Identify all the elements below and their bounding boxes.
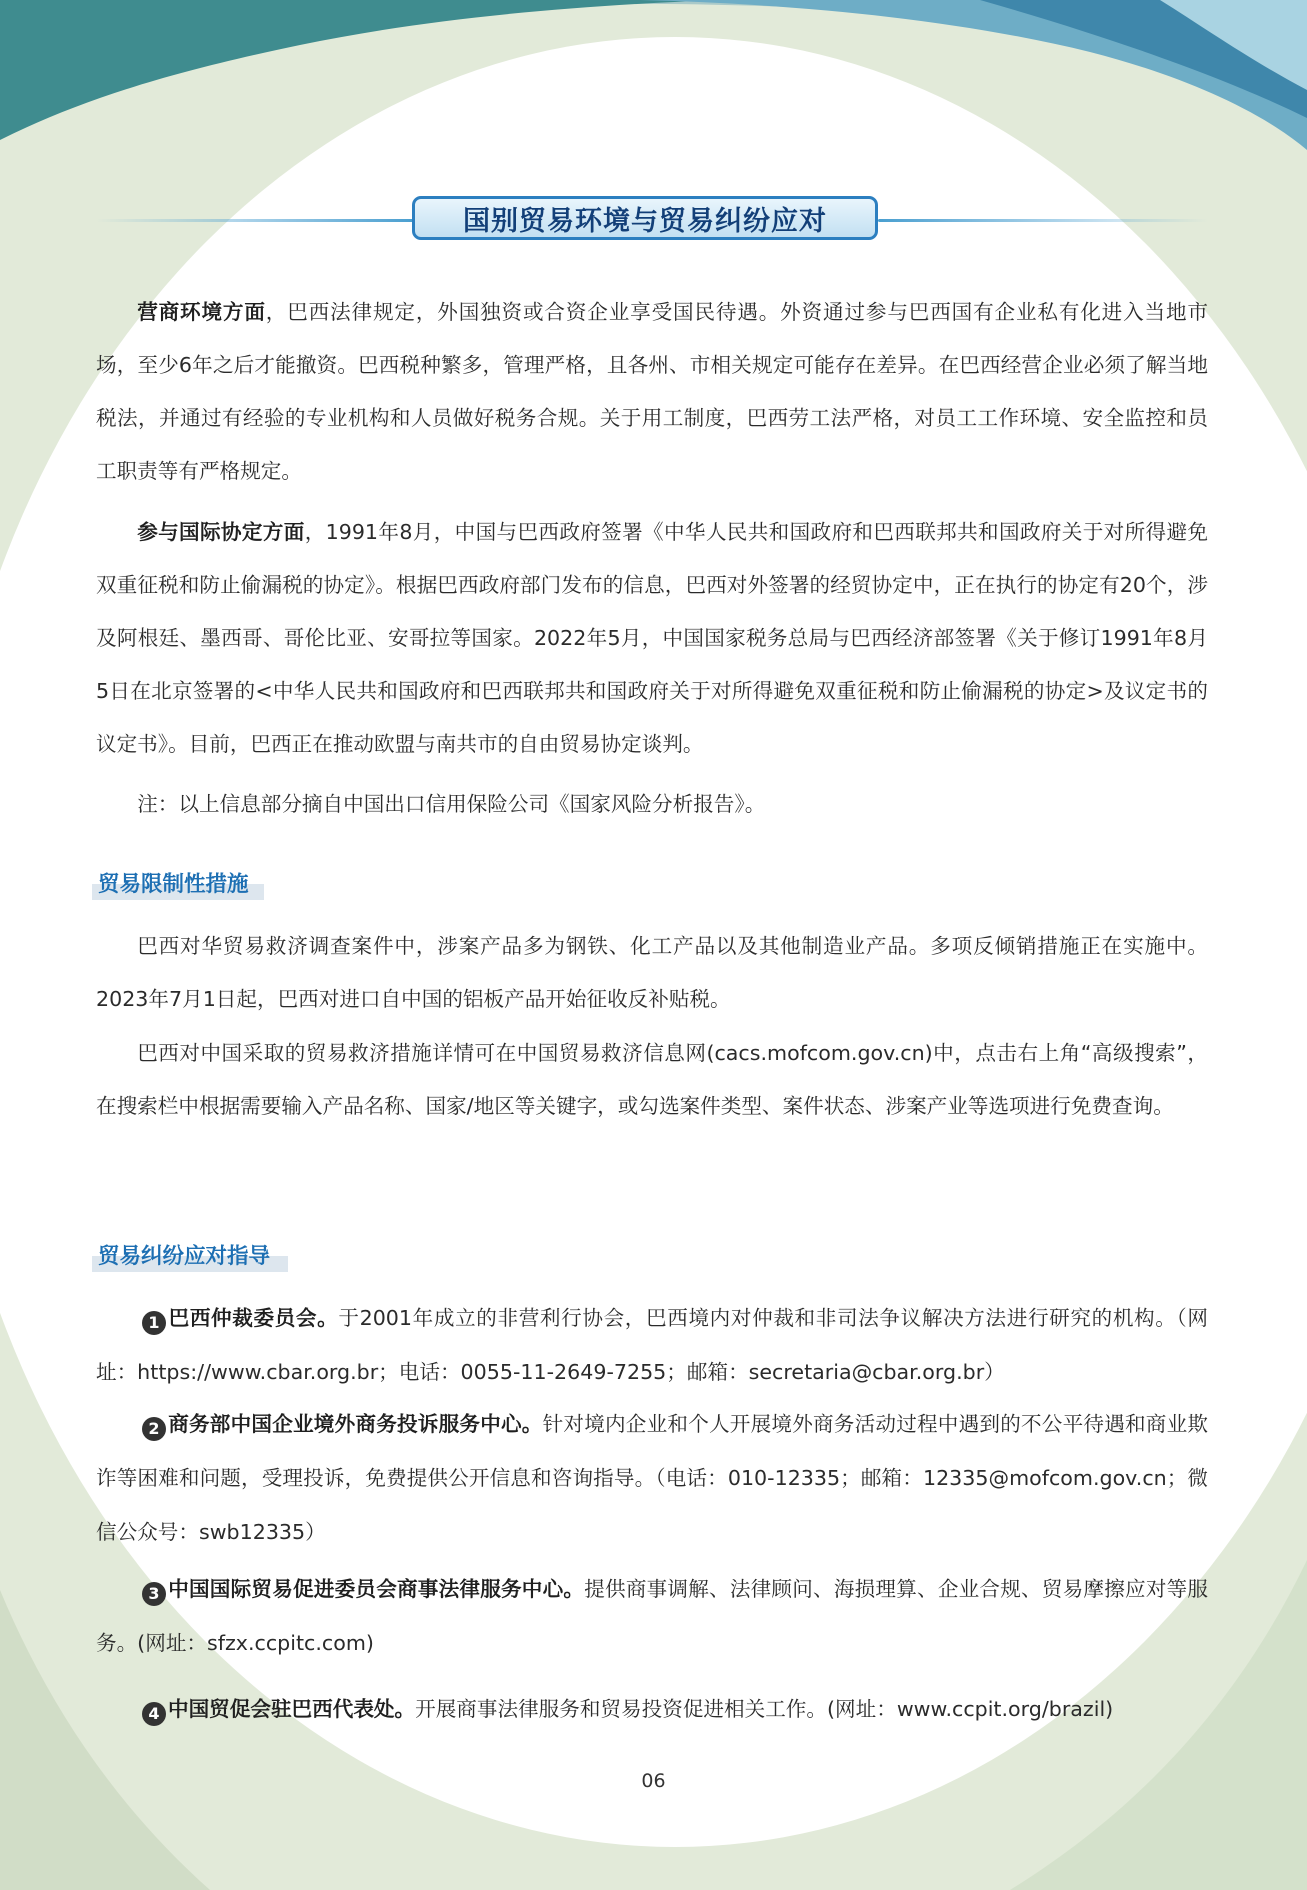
page-number: 06: [641, 1770, 666, 1792]
number-badge-icon: 2: [142, 1417, 166, 1441]
organization-description: 于2001年成立的非营利行协会，巴西境内对仲裁和非司法争议解决方法进行研究的机构。（网址：https://www.cbar.org.br；电话：0055-11-2649-7255；邮箱：secretaria@cbar.org.br）: [96, 1306, 1208, 1384]
organization-description: 开展商事法律服务和贸易投资促进相关工作。(网址：www.ccpit.org/brazil): [415, 1697, 1114, 1721]
organization-description: 针对境内企业和个人开展境外商务活动过程中遇到的不公平待遇和商业欺诈等困难和问题，受理投诉，免费提供公开信息和咨询指导。（电话：010-12335；邮箱：12335@mofcom.gov.cn；微信公众号：swb12335）: [96, 1412, 1208, 1544]
business-environment-paragraph: [96, 286, 1208, 498]
title-banner: [0, 196, 1307, 244]
number-badge-icon: 3: [142, 1582, 166, 1606]
number-badge-icon: 4: [142, 1702, 166, 1726]
business-environment-lead: 营商环境方面: [137, 300, 266, 324]
list-item: [96, 1397, 1208, 1559]
international-agreements-text: ，1991年8月，中国与巴西政府签署《中华人民共和国政府和巴西联邦共和国政府关于对所得避免双重征税和防止偷漏税的协定》。根据巴西政府部门发布的信息，巴西对外签署的经贸协定中，正在执行的协定有20个，涉及阿根廷、墨西哥、哥伦比亚、安哥拉等国家。2022年5月，中国国家税务总局与巴西经济部签署《关于修订1991年8月5日在北京签署的<中华人民共和国政府和巴西联邦共和国政府关于对所得避免双重征税和防止偷漏税的协定>及议定书的议定书》。目前，巴西正在推动欧盟与南共市的自由贸易协定谈判。: [96, 520, 1208, 756]
source-note: 注：以上信息部分摘自中国出口信用保险公司《国家风险分析报告》。: [137, 792, 766, 816]
organization-name: 商务部中国企业境外商务投诉服务中心。: [168, 1412, 543, 1436]
business-environment-text: ，巴西法律规定，外国独资或合资企业享受国民待遇。外资通过参与巴西国有企业私有化进入当地市场，至少6年之后才能撤资。巴西税种繁多，管理严格，且各州、市相关规定可能存在差异。在巴西经营企业必须了解当地税法，并通过有经验的专业机构和人员做好税务合规。关于用工制度，巴西劳工法严格，对员工工作环境、安全监控和员工职责等有严格规定。: [96, 300, 1209, 483]
list-item: [96, 1562, 1208, 1670]
section-heading-text: 贸易纠纷应对指导: [98, 1244, 271, 1269]
section-heading-text: 贸易限制性措施: [98, 872, 249, 897]
number-badge-icon: 1: [142, 1311, 166, 1335]
trade-restrictions-paragraph-2: 巴西对中国采取的贸易救济措施详情可在中国贸易救济信息网(cacs.mofcom.gov.cn)中，点击右上角“高级搜索”，在搜索栏中根据需要输入产品名称、国家/地区等关键字，或勾选案件类型、案件状态、涉案产业等选项进行免费查询。: [96, 1041, 1208, 1118]
title-rule-right: [878, 219, 1208, 222]
international-agreements-lead: 参与国际协定方面: [137, 520, 305, 544]
section-heading-dispute-guidance: [92, 1240, 270, 1274]
page-title: 国别贸易环境与贸易纠纷应对: [412, 196, 878, 240]
organization-name: 巴西仲裁委员会。: [168, 1306, 339, 1330]
list-item: [96, 1291, 1208, 1399]
section-heading-trade-restrictions: [92, 868, 249, 902]
organization-name: 中国国际贸易促进委员会商事法律服务中心。: [168, 1577, 585, 1601]
international-agreements-paragraph: [96, 506, 1208, 771]
trade-restrictions-paragraph-1: 巴西对华贸易救济调查案件中，涉案产品多为钢铁、化工产品以及其他制造业产品。多项反倾销措施正在实施中。2023年7月1日起，巴西对进口自中国的铝板产品开始征收反补贴税。: [96, 934, 1208, 1011]
organization-description: 提供商事调解、法律顾问、海损理算、企业合规、贸易摩擦应对等服务。(网址：sfzx.ccpitc.com): [96, 1577, 1209, 1655]
organization-name: 中国贸促会驻巴西代表处。: [168, 1697, 416, 1721]
list-item: [96, 1682, 1208, 1736]
title-rule-left: [96, 219, 414, 222]
